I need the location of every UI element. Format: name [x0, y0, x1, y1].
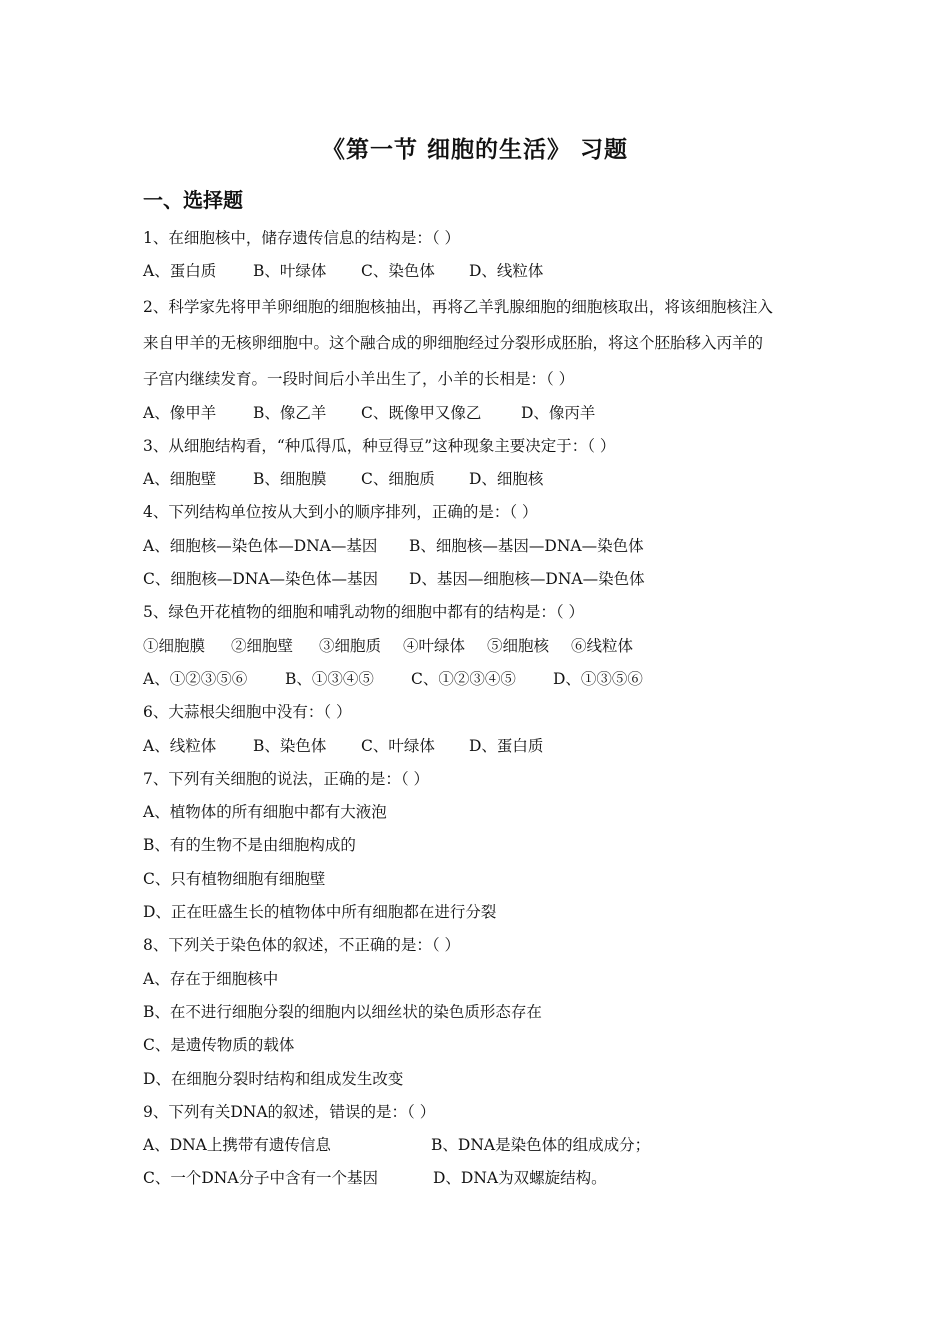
question-3-stem: 3、从细胞结构看，“种瓜得瓜，种豆得豆”这种现象主要决定于：（ ）: [143, 436, 616, 455]
option-a: A、DNA上携带有遗传信息: [143, 1136, 331, 1155]
question-6-stem: 6、大蒜根尖细胞中没有：（ ）: [143, 703, 352, 722]
option-c: C、细胞质: [361, 470, 435, 489]
question-2-line-1: 2、科学家先将甲羊卵细胞的细胞核抽出，再将乙羊乳腺细胞的细胞核取出，将该细胞核注入: [143, 297, 773, 316]
item-5: ⑤细胞核: [487, 636, 550, 655]
question-3-options: [143, 463, 823, 496]
page-title: 《第一节 细胞的生活》 习题: [321, 137, 628, 163]
question-1-options: [143, 255, 823, 288]
question-5-stem: 5、绿色开花植物的细胞和哺乳动物的细胞中都有的结构是：（ ）: [143, 603, 585, 622]
question-2-line-2: 来自甲羊的无核卵细胞中。这个融合成的卵细胞经过分裂形成胚胎，将这个胚胎移入丙羊的: [143, 333, 764, 352]
option-b: B、①③④⑤: [285, 669, 374, 688]
question-4-options-cd: [143, 563, 823, 596]
option-d: D、正在旺盛生长的植物体中所有细胞都在进行分裂: [143, 903, 497, 922]
option-c: C、细胞核—DNA—染色体—基因: [143, 570, 379, 589]
option-d: D、蛋白质: [469, 736, 544, 755]
question-6-options: [143, 730, 823, 763]
option-d: D、线粒体: [469, 262, 544, 281]
option-d: D、在细胞分裂时结构和组成发生改变: [143, 1069, 404, 1088]
option-c: C、叶绿体: [361, 736, 435, 755]
option-c: C、只有植物细胞有细胞壁: [143, 869, 326, 888]
option-c: C、一个DNA分子中含有一个基因: [143, 1169, 379, 1188]
option-b: B、细胞膜: [253, 470, 327, 489]
option-b: B、叶绿体: [253, 262, 327, 281]
option-d: D、细胞核: [469, 470, 544, 489]
question-5-options: [143, 663, 823, 696]
question-9-options-ab: [143, 1129, 823, 1162]
option-b: B、在不进行细胞分裂的细胞内以细丝状的染色质形态存在: [143, 1002, 542, 1021]
option-a: A、植物体的所有细胞中都有大液泡: [143, 803, 387, 822]
question-list: [143, 222, 823, 1196]
option-d: D、基因—细胞核—DNA—染色体: [409, 570, 645, 589]
question-2-line-3: 子宫内继续发育。一段时间后小羊出生了，小羊的长相是：（ ）: [143, 369, 575, 388]
option-b: B、细胞核—基因—DNA—染色体: [409, 536, 644, 555]
option-d: D、DNA为双螺旋结构。: [433, 1169, 607, 1188]
option-a: A、线粒体: [143, 736, 217, 755]
question-4-stem: 4、下列结构单位按从大到小的顺序排列，正确的是：（ ）: [143, 503, 538, 522]
question-1-stem: 1、在细胞核中，储存遗传信息的结构是：（ ）: [143, 229, 461, 247]
item-2: ②细胞壁: [231, 636, 294, 655]
item-4: ④叶绿体: [403, 636, 466, 655]
section-heading: 一、选择题: [143, 188, 243, 212]
question-2-options: [143, 397, 823, 430]
option-a: A、像甲羊: [143, 403, 217, 422]
question-9-stem: 9、下列有关DNA的叙述，错误的是：（ ）: [143, 1102, 436, 1121]
option-b: B、染色体: [253, 736, 327, 755]
item-6: ⑥线粒体: [571, 636, 634, 655]
option-c: C、①②③④⑤: [411, 669, 516, 688]
option-a: A、①②③⑤⑥: [143, 669, 248, 688]
question-4-options-ab: [143, 530, 823, 563]
option-c: C、染色体: [361, 262, 435, 281]
option-b: B、DNA是染色体的组成成分；: [431, 1136, 651, 1155]
option-d: D、像丙羊: [521, 403, 596, 422]
option-b: B、像乙羊: [253, 403, 327, 422]
option-c: C、是遗传物质的载体: [143, 1036, 295, 1055]
item-3: ③细胞质: [319, 636, 382, 655]
option-a: A、蛋白质: [143, 262, 217, 281]
question-5-items: [143, 630, 823, 663]
question-7-stem: 7、下列有关细胞的说法，正确的是：（ ）: [143, 769, 430, 788]
option-d: D、①③⑤⑥: [553, 669, 643, 688]
option-a: A、细胞壁: [143, 470, 217, 489]
option-b: B、有的生物不是由细胞构成的: [143, 836, 356, 855]
question-9-options-cd: [143, 1162, 823, 1195]
item-1: ①细胞膜: [143, 636, 206, 655]
option-a: A、存在于细胞核中: [143, 969, 279, 988]
option-c: C、既像甲又像乙: [361, 403, 482, 422]
option-a: A、细胞核—染色体—DNA—基因: [143, 536, 378, 555]
question-8-stem: 8、下列关于染色体的叙述，不正确的是：（ ）: [143, 936, 461, 955]
